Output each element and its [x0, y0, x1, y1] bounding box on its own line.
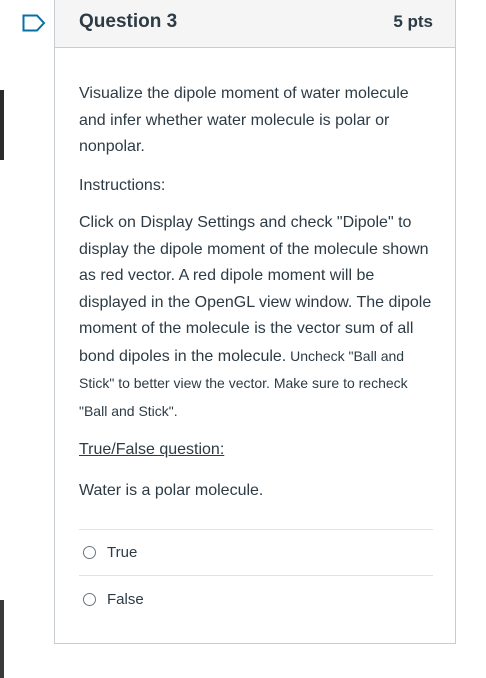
answer-option-false[interactable]: [83, 587, 144, 611]
true-false-heading: True/False question:: [79, 441, 225, 458]
answer-label[interactable]: False: [107, 590, 144, 608]
answer-label[interactable]: True: [107, 543, 138, 561]
instructions-main-text: Click on Display Settings and check "Dipole" to display the dipole moment of the molecule shown as red vector. A red dipole moment will be displayed in the OpenGL view window. The dipole moment of the molecule is the vector sum of all bond dipoles in the molecule.: [79, 214, 432, 365]
answer-divider: [79, 529, 433, 530]
question-statement: Water is a polar molecule.: [79, 482, 264, 499]
edge-mark: [0, 90, 4, 160]
question-intro: Visualize the dipole moment of water molecule and infer whether water molecule is polar or nonpolar.: [79, 85, 409, 155]
question-title: Question 3: [79, 11, 178, 32]
question-header: [55, 0, 455, 48]
radio-unchecked-icon[interactable]: [83, 546, 96, 559]
edge-mark: [0, 600, 4, 678]
answer-option-true[interactable]: [83, 540, 137, 564]
instructions-text: [79, 210, 439, 425]
instructions-small-text: Uncheck "Ball and Stick" to better view the vector. Make sure to recheck "Ball and Stick".: [79, 347, 408, 419]
answer-divider: [79, 575, 433, 576]
left-edge-strip: [0, 0, 4, 678]
flag-question-icon[interactable]: [22, 14, 46, 32]
instructions-heading: Instructions:: [79, 177, 166, 194]
radio-unchecked-icon[interactable]: [83, 593, 96, 606]
question-points: 5 pts: [393, 12, 433, 31]
question-card: [54, 0, 456, 644]
